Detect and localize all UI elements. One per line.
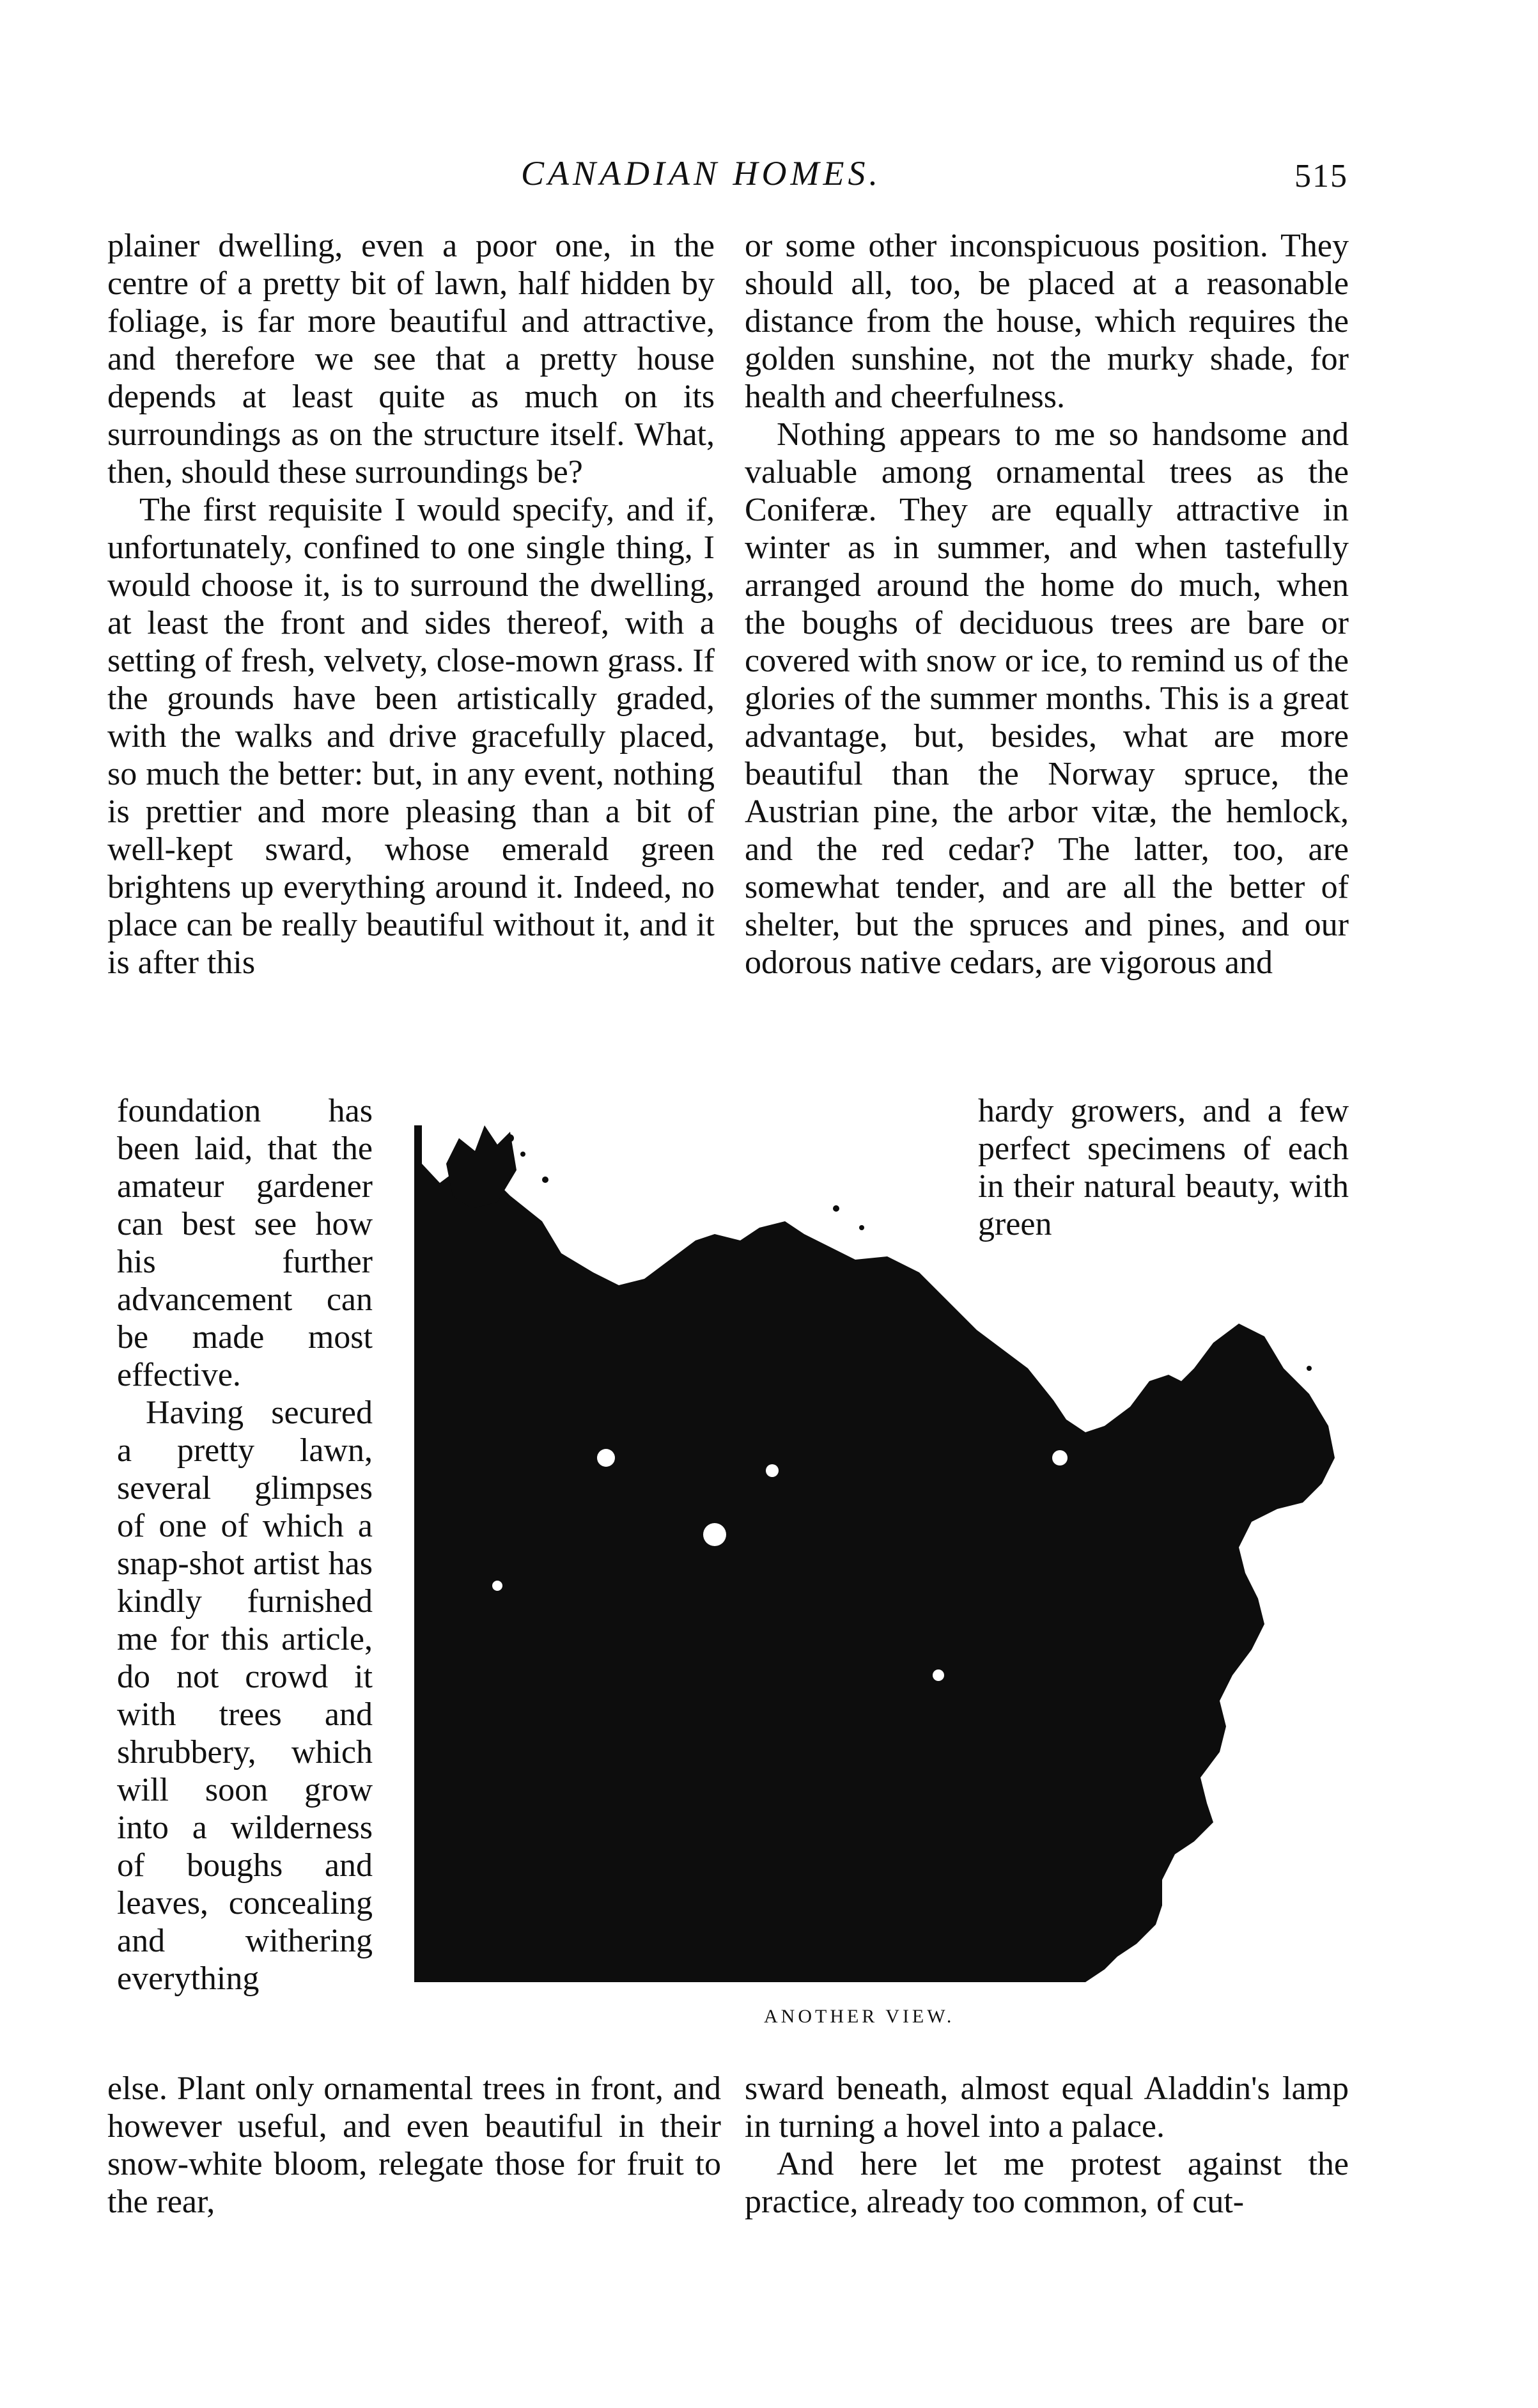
paragraph: or some other inconspicuous position. They should all, too, be placed at a reasonable distance from the house, which requires the golden sunshine, not the murky shade, for health and cheerfulness. xyxy=(745,228,1349,415)
paragraph: The first requisite I would specify, and if, unfortunately, confined to one single thing, I would choose it, is to surround the dwelling, at least the front and sides thereof, with a setting of fresh, velvety, close-mown grass. If the grounds have been artistically graded, with the walks and drive gracefully placed, so much the better: but, in any event, nothing is prettier and more pleasing than a bit of well-kept sward, whose emerald green brightens up everything around it. Indeed, no place can be really beautiful without it, and it is after this xyxy=(107,492,715,981)
paragraph: else. Plant only ornamental trees in front, and however useful, and even beautiful in their snow-white bloom, relegate those for fruit to the rear, xyxy=(107,2070,721,2220)
figure-caption: ANOTHER VIEW. xyxy=(764,2006,955,2027)
light-gap xyxy=(703,1523,726,1546)
light-gap xyxy=(492,1581,502,1591)
leaf-speck xyxy=(520,1152,525,1157)
paragraph: foundation has been laid, that the amateur gardener can best see how his further advancement can be made most effective. xyxy=(117,1093,373,1393)
page-number: 515 xyxy=(1294,158,1348,194)
light-gap xyxy=(933,1669,944,1681)
light-gap xyxy=(766,1464,779,1477)
left-column-top xyxy=(107,227,715,981)
leaf-speck xyxy=(833,1205,839,1212)
leaf-speck xyxy=(859,1225,864,1230)
paragraph: Having secured a pretty lawn, several glimpses of one of which a snap-shot artist has kindly furnished me for this article, do not crowd it with trees and shrubbery, which will soon grow into a wilderness of boughs and leaves, concealing and withering everything xyxy=(117,1395,373,1997)
leaf-speck xyxy=(1307,1366,1312,1371)
right-column-top xyxy=(745,227,1349,981)
running-header xyxy=(0,153,1538,211)
running-title: CANADIAN HOMES. xyxy=(521,154,882,192)
light-gap xyxy=(597,1449,615,1467)
paragraph: Nothing appears to me so handsome and valuable among ornamental trees as the Coniferæ. They are equally attractive in winter as in summer, and when tastefully arranged around the home do much, when the boughs of deciduous trees are bare or covered with snow or ice, to remind us of the glories of the summer months. This is a great advantage, but, besides, what are more beautiful than the Norway spruce, the Austrian pine, the arbor vitæ, the hemlock, and the red cedar? The latter, too, are somewhat tender, and are all the better of shelter, but the spruces and pines, and our odorous native cedars, are vigorous and xyxy=(745,416,1349,981)
paragraph: hardy growers, and a few perfect specimens of each in their natural beauty, with green xyxy=(978,1093,1349,1242)
paragraph: sward beneath, almost equal Aladdin's lamp in turning a hovel into a palace. xyxy=(745,2070,1349,2145)
leaf-speck xyxy=(542,1177,548,1183)
tree-foliage-silhouette xyxy=(414,1125,1335,1982)
leaf-speck xyxy=(506,1134,514,1142)
light-gap xyxy=(1052,1450,1068,1466)
right-column-bottom xyxy=(745,2070,1349,2221)
garden-photo xyxy=(414,1125,1354,1982)
paragraph: And here let me protest against the practice, already too common, of cut- xyxy=(745,2146,1349,2220)
left-column-bottom xyxy=(107,2070,721,2221)
paragraph: plainer dwelling, even a poor one, in the centre of a pretty bit of lawn, half hidden by foliage, is far more beautiful and attractive, and therefore we see that a pretty house depends at least quite as much on its surroundings as on the structure itself. What, then, should these surroundings be? xyxy=(107,228,715,490)
left-column-narrow xyxy=(117,1092,373,1998)
